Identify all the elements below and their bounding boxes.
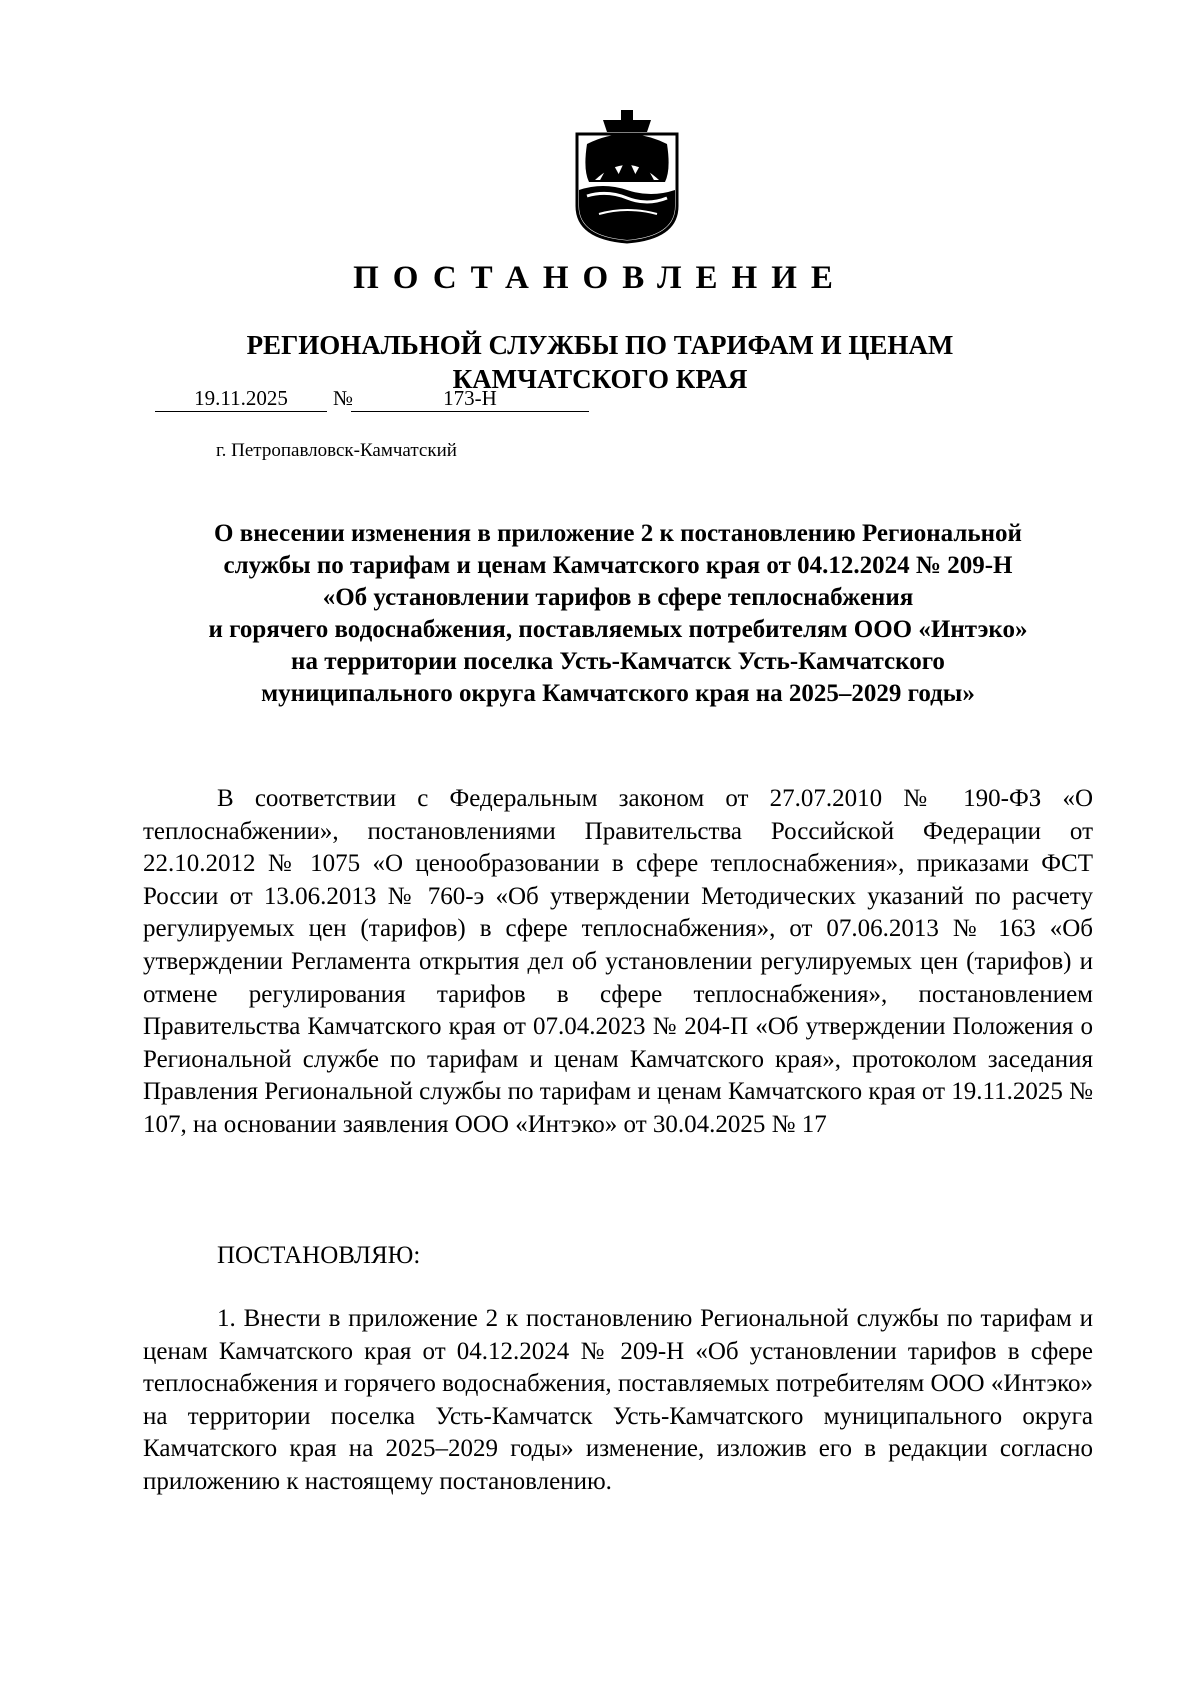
number-label: №: [333, 386, 354, 410]
subject-line: службы по тарифам и ценам Камчатского края от 04.12.2024 № 209-Н: [223, 552, 1013, 579]
decree-word: ПОСТАНОВЛЯЮ:: [217, 1242, 421, 1269]
document-number: 173-Н: [351, 385, 589, 412]
kamchatka-coat-of-arms-icon: [573, 110, 681, 244]
issuer-line-1: РЕГИОНАЛЬНОЙ СЛУЖБЫ ПО ТАРИФАМ И ЦЕНАМ: [246, 330, 954, 360]
subject-line: «Об установлении тарифов в сфере теплоснабжения: [322, 584, 914, 611]
item-1-paragraph: 1. Внести в приложение 2 к постановлению Региональной службы по тарифам и ценам Камчатского края от 04.12.2024 № 209-Н «Об установлении тарифов в сфере теплоснабжения и горячего водоснабжения, поставляемых потребителям ООО «Интэко» на территории поселка Усть-Камчатск Усть-Камчатского муниципального округа Камчатского края на 2025–2029 годы» изменение, изложив его в редакции согласно приложению к настоящему постановлению.: [143, 1305, 1093, 1495]
subject-line: муниципального округа Камчатского края на 2025–2029 годы»: [261, 680, 975, 707]
document-type-title: ПОСТАНОВЛЕНИЕ: [353, 260, 847, 296]
document-subject: [140, 518, 1096, 710]
issuer-line-2: КАМЧАТСКОГО КРАЯ: [452, 364, 748, 394]
issue-city: г. Петропавловск-Камчатский: [216, 440, 457, 461]
subject-line: на территории поселка Усть-Камчатск Усть-Камчатского: [291, 648, 945, 675]
document-date: 19.11.2025: [155, 385, 327, 412]
subject-line: и горячего водоснабжения, поставляемых потребителям ООО «Интэко»: [208, 616, 1028, 643]
preamble-paragraph: В соответствии с Федеральным законом от 27.07.2010 № 190-ФЗ «О теплоснабжении», постановлениями Правительства Российской Федерации от 22.10.2012 № 1075 «О ценообразовании в сфере теплоснабжения», приказами ФСТ России от 13.06.2013 № 760-э «Об утверждении Методических указаний по расчету регулируемых цен (тарифов) в сфере теплоснабжения», от 07.06.2013 № 163 «Об утверждении Регламента открытия дел об установлении регулируемых цен (тарифов) и отмене регулирования тарифов в сфере теплоснабжения», постановлением Правительства Камчатского края от 07.04.2023 № 204-П «Об утверждении Положения о Региональной службе по тарифам и ценам Камчатского края», протоколом заседания Правления Региональной службы по тарифам и ценам Камчатского края от 19.11.2025 № 107, на основании заявления ООО «Интэко» от 30.04.2025 № 17: [143, 785, 1093, 1138]
subject-line: О внесении изменения в приложение 2 к постановлению Региональной: [214, 520, 1022, 547]
